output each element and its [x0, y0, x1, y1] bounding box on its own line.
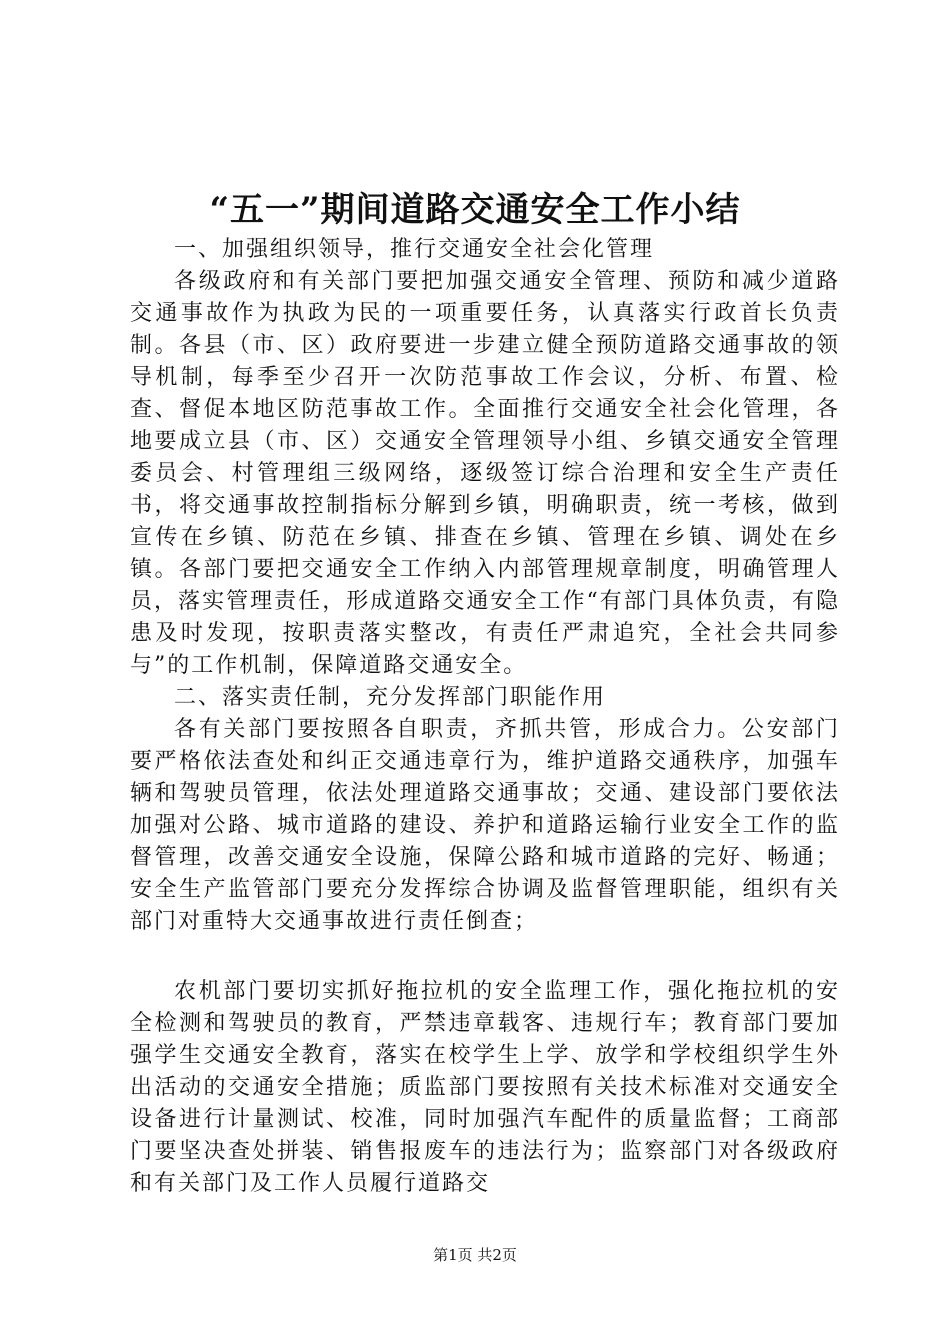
document-body — [130, 234, 840, 1200]
page-number-footer: 第1页 共2页 — [433, 1246, 517, 1264]
paragraph-3: 农机部门要切实抓好拖拉机的安全监理工作，强化拖拉机的安全检测和驾驶员的教育，严禁违章载客、违规行车；教育部门要加强学生交通安全教育，落实在校学生上学、放学和学校组织学生外出活动的交通安全措施；质监部门要按照有关技术标准对交通安全设备进行计量测试、校准，同时加强汽车配件的质量监督；工商部门要坚决查处拼装、销售报废车的违法行为；监察部门对各级政府和有关部门及工作人员履行道路交 — [130, 979, 840, 1196]
section-heading-2: 二、落实责任制，充分发挥部门职能作用 — [174, 685, 607, 710]
paragraph-2: 各有关部门要按照各自职责，齐抓共管，形成合力。公安部门要严格依法查处和纠正交通违章行为，维护道路交通秩序，加强车辆和驾驶员管理，依法处理道路交通事故；交通、建设部门要依法加强对公路、城市道路的建设、养护和道路运输行业安全工作的监督管理，改善交通安全设施，保障公路和城市道路的完好、畅通；安全生产监管部门要充分发挥综合协调及监督管理职能，组织有关部门对重特大交通事故进行责任倒查； — [130, 717, 840, 934]
document-title: “五一”期间道路交通安全工作小结 — [209, 190, 741, 230]
paragraph-1: 各级政府和有关部门要把加强交通安全管理、预防和减少道路交通事故作为执政为民的一项重要任务，认真落实行政首长负责制。各县（市、区）政府要进一步建立健全预防道路交通事故的领导机制，每季至少召开一次防范事故工作会议，分析、布置、检查、督促本地区防范事故工作。全面推行交通安全社会化管理，各地要成立县（市、区）交通安全管理领导小组、乡镇交通安全管理委员会、村管理组三级网络，逐级签订综合治理和安全生产责任书，将交通事故控制指标分解到乡镇，明确职责，统一考核，做到宣传在乡镇、防范在乡镇、排查在乡镇、管理在乡镇、调处在乡镇。各部门要把交通安全工作纳入内部管理规章制度，明确管理人员，落实管理责任，形成道路交通安全工作“有部门具体负责，有隐患及时发现，按职责落实整改，有责任严肃追究，全社会共同参与”的工作机制，保障道路交通安全。 — [130, 269, 840, 678]
section-heading-1: 一、加强组织领导，推行交通安全社会化管理 — [174, 237, 655, 262]
